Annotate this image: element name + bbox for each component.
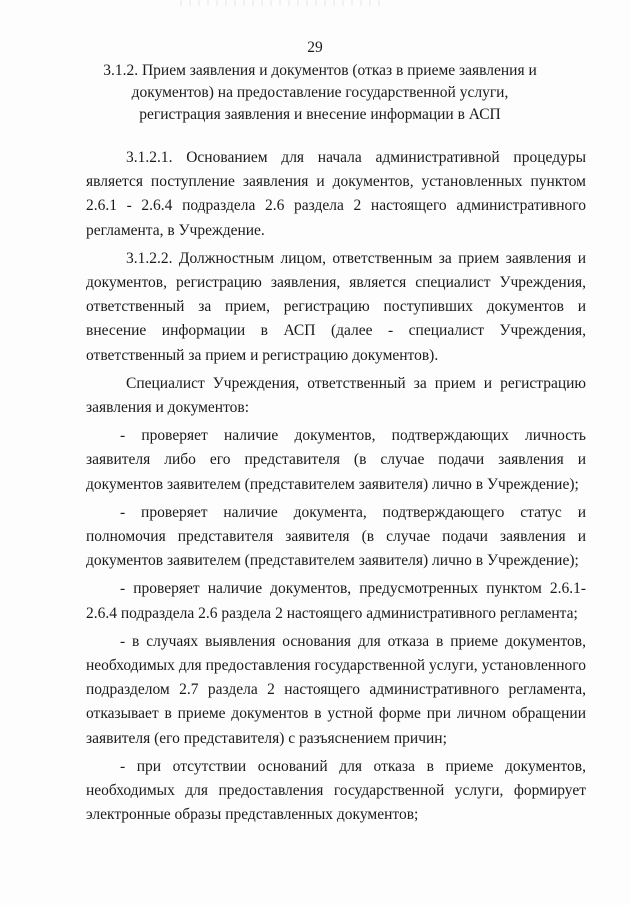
page-number: 29 — [307, 39, 323, 56]
paragraph-3-1-2-1: 3.1.2.1. Основанием для начала административной процедуры является поступление заявления и документов, установленных пунктом 2.6.1 - 2.6.4 подраздела 2.6 раздела 2 настоящего административного регламента, в Учреждение. — [86, 149, 586, 239]
list-item-electronic-images: - при отсутствии оснований для отказа в приеме документов, необходимых для предоставления государственной услуги, формирует электронные образы представленных документов; — [86, 757, 586, 824]
scan-artifact — [180, 0, 380, 6]
paragraph-specialist-intro: Специалист Учреждения, ответственный за прием и регистрацию заявления и документов: — [86, 374, 586, 417]
list-item-documents-check: - проверяет наличие документов, предусмотренных пунктом 2.6.1-2.6.4 подраздела 2.6 раздела 2 настоящего административного регламента; — [86, 580, 586, 622]
list-item-status-check: - проверяет наличие документа, подтверждающего статус и полномочия представителя заявителя (в случае подачи заявления и документов заявителем (представителем заявителя) лично в Учреждение); — [86, 503, 586, 570]
list-item-identity-check: - проверяет наличие документов, подтверждающих личность заявителя либо его представителя (в случае подачи заявления и документов заявителем (представителем заявителя) лично в Учреждение); — [86, 427, 586, 493]
document-body — [86, 146, 586, 827]
list-item-refusal: - в случаях выявления основания для отказа в приеме документов, необходимых для предоставления государственной услуги, установленного подразделом 2.7 раздела 2 настоящего административного регламента, отказывает в приеме документов в устной форме при личном обращении заявителя (его представителя) с разъяснением причин; — [86, 632, 586, 747]
paragraph-3-1-2-2: 3.1.2.2. Должностным лицом, ответственным за прием заявления и документов, регистрацию заявления, является специалист Учреждения, ответственный за прием, регистрацию поступивших документов и внесение информации в АСП (далее - специалист Учреждения, ответственный за прием и регистрацию документов). — [86, 249, 586, 364]
section-title: 3.1.2. Прием заявления и документов (отказ в приеме заявления и документов) на предоставление государственной услуги, регистрация заявления и внесение информации в АСП — [103, 62, 537, 123]
